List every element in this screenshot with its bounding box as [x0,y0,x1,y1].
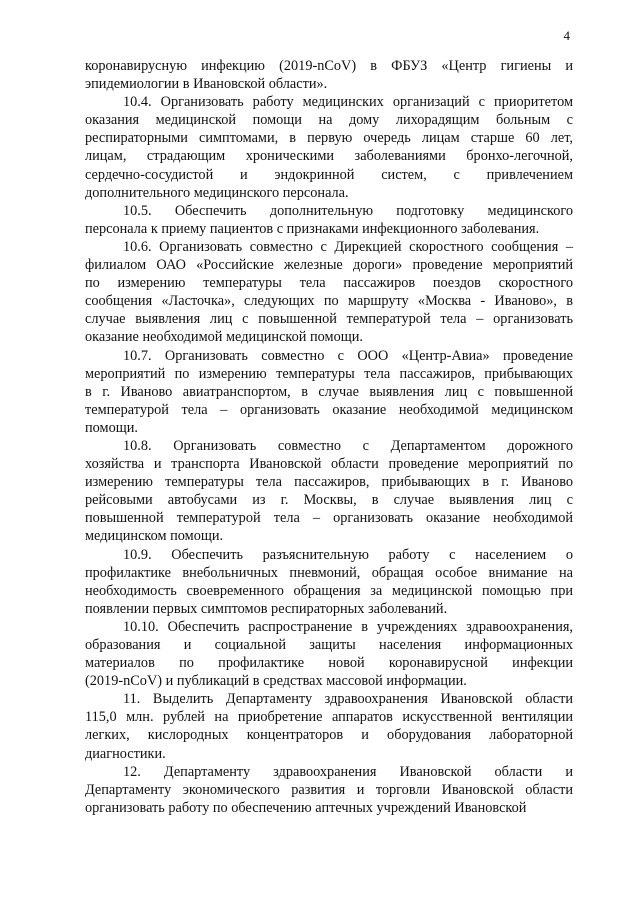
text-line: повышенной температурой тела – организовать оказание необходимой [85,510,573,527]
text-line: сердечно-сосудистой и эндокринной систем, с привлечением [85,166,573,183]
text-line: эпидемиологии в Ивановской области». [85,76,328,93]
text-line: 10.7. Организовать совместно с ООО «Центр-Авиа» проведение [123,347,573,364]
document-body [85,57,573,817]
text-line: мероприятий по измерению температуры тела пассажиров, прибывающих [85,365,573,382]
text-line: измерению температуры тела пассажиров, прибывающих в г. Иваново [85,474,573,491]
paragraph [85,238,573,347]
text-line: диагностики. [85,745,166,762]
text-line: 12. Департаменту здравоохранения Ивановской области и [123,763,573,780]
text-line: профилактике внебольничных пневмоний, обращая особое внимание на [85,564,573,581]
paragraph [85,618,573,690]
text-line: 10.10. Обеспечить распространение в учреждениях здравоохранения, [123,618,573,635]
text-line: 10.4. Организовать работу медицинских организаций с приоритетом [123,94,573,111]
text-line: респираторными симптомами, в первую очередь лицам старше 60 лет, [85,130,573,147]
text-line: 115,0 млн. рублей на приобретение аппаратов искусственной вентиляции [85,709,573,726]
text-line: 10.8. Организовать совместно с Департаментом дорожного [123,437,573,454]
text-line: (2019-nCoV) и публикаций в средствах массовой информации. [85,673,467,690]
text-line: помощи. [85,419,138,436]
paragraph [85,347,573,437]
text-line: 11. Выделить Департаменту здравоохранения Ивановской области [123,691,573,708]
text-line: дополнительного медицинского персонала. [85,184,349,201]
text-line: Департаменту экономического развития и торговли Ивановской области [85,781,573,798]
text-line: в г. Иваново авиатранспортом, в случае выявления лиц с повышенной [85,383,573,400]
text-line: персонала к приему пациентов с признаками инфекционного заболевания. [85,220,540,237]
text-line: образования и социальной защиты населения информационных [85,637,573,653]
text-line: случае выявления лиц с повышенной температурой тела – организовать [85,311,573,328]
text-line: коронавирусную инфекцию (2019-nCoV) в ФБУЗ «Центр гигиены и [85,58,573,74]
text-line: появлении первых симптомов респираторных заболеваний. [85,600,448,617]
text-line: 10.5. Обеспечить дополнительную подготовку медицинского [123,202,573,219]
paragraph [85,546,573,618]
text-line: температурой тела – организовать оказание необходимой медицинском [85,401,573,418]
paragraph [85,93,573,202]
text-line: организовать работу по обеспечению аптечных учреждений Ивановской [85,799,527,816]
paragraph [85,57,573,93]
paragraph [85,690,573,762]
text-line: филиалом ОАО «Российские железные дороги» проведение мероприятий [85,257,573,274]
paragraph [85,437,573,546]
text-line: оказание необходимой медицинской помощи. [85,329,363,346]
text-line: оказания медицинской помощи на дому лихорадящим больным с [85,112,573,129]
text-line: 10.6. Организовать совместно с Дирекцией скоростного сообщения – [123,238,573,255]
paragraph [85,763,573,817]
text-line: сообщения «Ласточка», следующих по маршруту «Москва - Иваново», в [85,293,573,310]
page-number: 4 [563,28,570,43]
text-line: хозяйства и транспорта Ивановской области проведение мероприятий по [85,456,573,473]
paragraph [85,202,573,238]
text-line: необходимость своевременного обращения за медицинской помощью при [85,582,573,599]
text-line: легких, кислородных концентраторов и оборудования лабораторной [85,727,573,744]
text-line: 10.9. Обеспечить разъяснительную работу с населением о [123,546,573,563]
text-line: рейсовыми автобусами из г. Москвы, в случае выявления лиц с [85,492,573,509]
text-line: материалов по профилактике новой коронавирусной инфекции [85,655,573,672]
text-line: по измерению температуры тела пассажиров поездов скоростного [85,275,573,292]
text-line: медицинском помощи. [85,528,224,545]
text-line: лицам, страдающим хроническими заболеваниями бронхо-легочной, [85,148,573,165]
